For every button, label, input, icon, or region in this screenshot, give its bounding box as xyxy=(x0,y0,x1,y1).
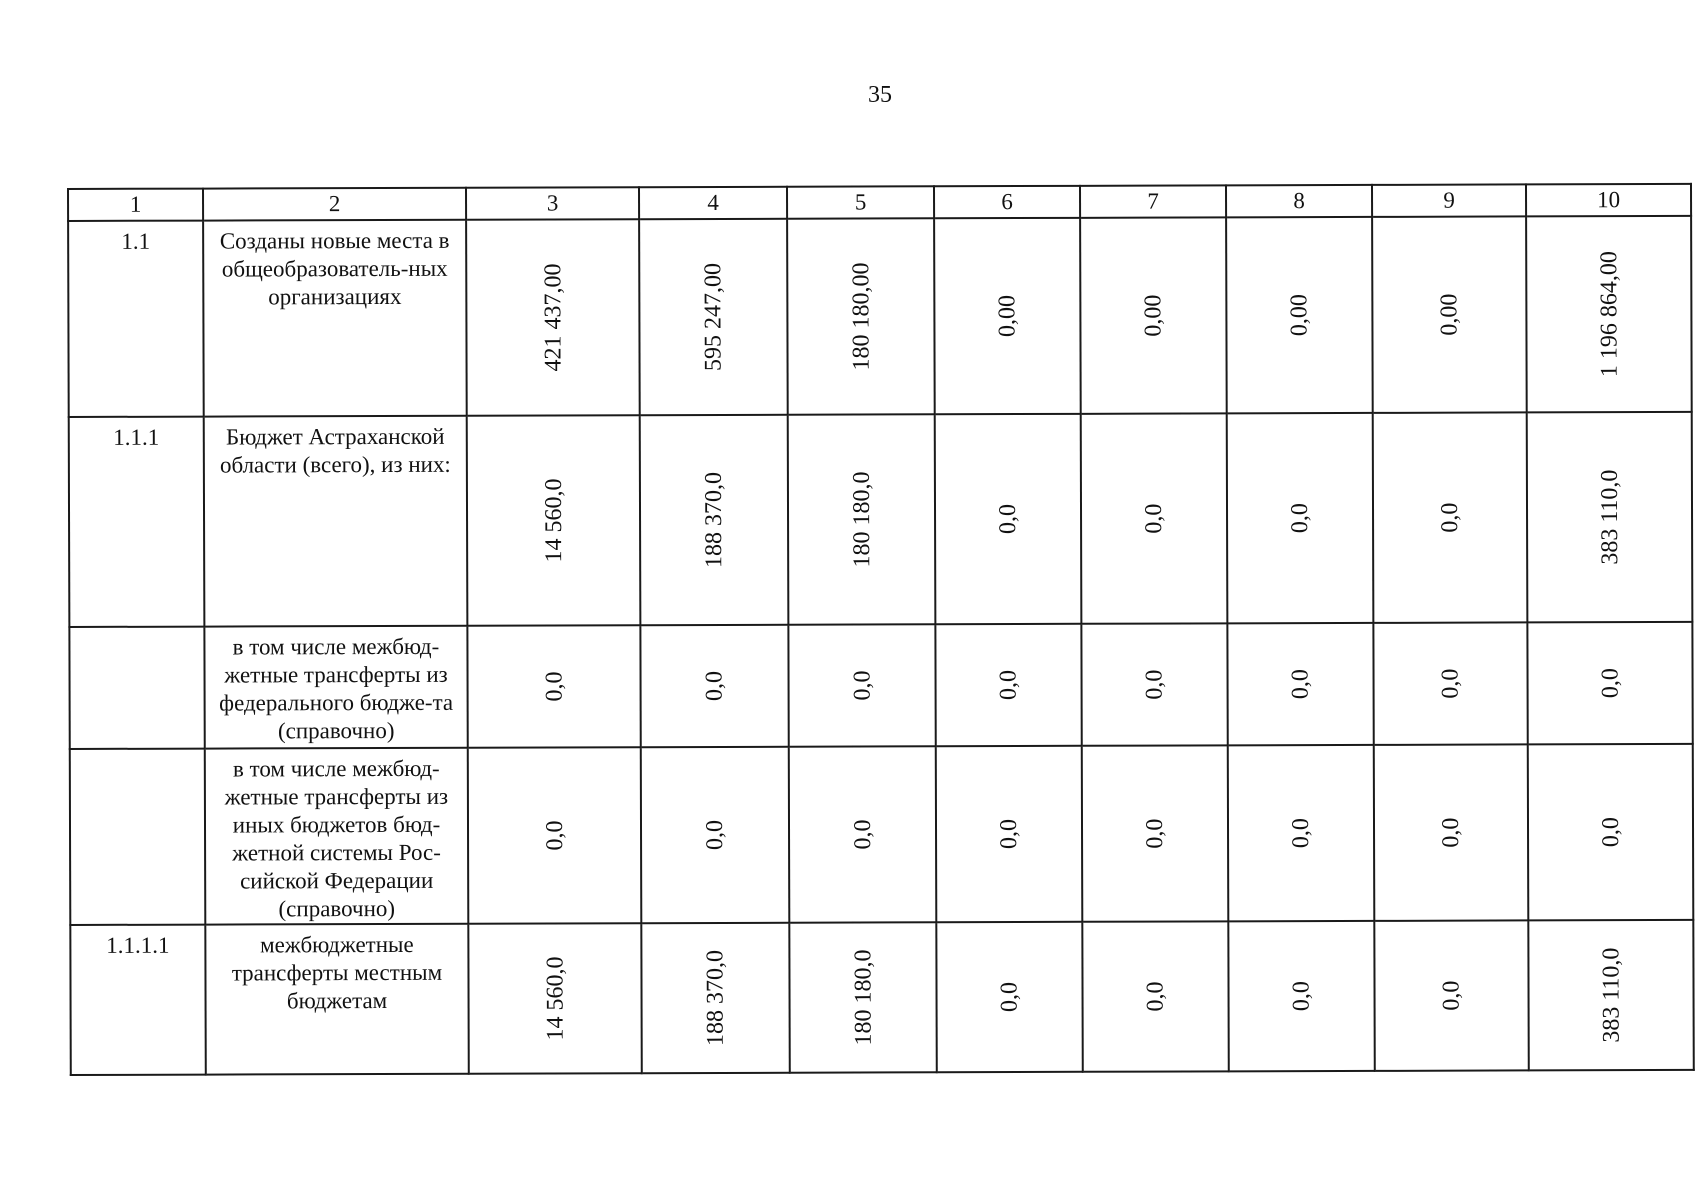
value-text: 0,0 xyxy=(541,671,568,702)
header-cell: 5 xyxy=(787,186,934,218)
header-cell: 7 xyxy=(1080,185,1226,217)
value-text: 0,00 xyxy=(1436,293,1463,336)
header-cell: 4 xyxy=(639,187,787,219)
row-description: в том числе межбюд-жетные трансферты из федерального бюдже-та (справочно) xyxy=(204,626,467,749)
value-cell xyxy=(788,624,935,746)
budget-table xyxy=(67,183,1695,1076)
value-cell xyxy=(1527,622,1692,745)
row-description: в том числе межбюд-жетные трансферты из иных бюджетов бюд-жетной системы Рос-сийской Федерации (справочно) xyxy=(205,748,469,925)
row-code xyxy=(70,749,206,925)
value-cell xyxy=(640,415,789,625)
table-row xyxy=(69,412,1693,627)
value-text: 180 180,0 xyxy=(848,471,875,568)
value-text: 0,0 xyxy=(994,504,1022,535)
value-text: 595 247,00 xyxy=(700,262,727,372)
header-cell: 1 xyxy=(68,189,203,221)
row-code: 1.1.1 xyxy=(69,417,205,627)
value-cell xyxy=(467,415,641,626)
value-text: 0,0 xyxy=(1288,981,1315,1012)
value-text: 0,0 xyxy=(541,820,568,851)
value-cell xyxy=(1373,412,1528,622)
header-cell: 3 xyxy=(466,187,639,220)
value-cell xyxy=(1082,921,1228,1071)
value-cell xyxy=(1082,745,1229,921)
value-text: 180 180,00 xyxy=(847,262,875,371)
value-cell xyxy=(639,219,788,415)
value-cell xyxy=(1528,744,1694,921)
value-cell xyxy=(640,625,788,747)
value-cell xyxy=(468,923,641,1074)
row-description: Созданы новые места в общеобразователь-ных организациях xyxy=(203,220,467,417)
value-text: 383 110,0 xyxy=(1597,947,1625,1043)
value-cell xyxy=(1372,216,1527,412)
value-text: 0,0 xyxy=(996,982,1023,1013)
value-text: 0,0 xyxy=(1286,503,1314,534)
value-text: 0,00 xyxy=(994,295,1021,338)
value-text: 0,0 xyxy=(849,670,876,701)
value-cell xyxy=(1228,921,1374,1071)
row-code: 1.1 xyxy=(68,221,204,417)
value-cell xyxy=(787,218,935,414)
value-text: 0,0 xyxy=(1437,668,1464,699)
value-text: 0,0 xyxy=(1597,817,1624,848)
value-text: 0,00 xyxy=(1286,294,1313,337)
page-number: 35 xyxy=(868,82,892,108)
value-text: 0,0 xyxy=(1436,502,1464,533)
value-cell xyxy=(466,219,640,416)
value-text: 0,0 xyxy=(1597,668,1624,699)
value-text: 0,0 xyxy=(1287,818,1315,849)
row-code xyxy=(69,627,204,749)
value-text: 180 180,0 xyxy=(849,949,877,1046)
value-cell xyxy=(1374,920,1528,1070)
value-text: 0,0 xyxy=(1438,980,1465,1011)
table-row xyxy=(70,920,1693,1075)
header-cell: 6 xyxy=(934,186,1080,218)
value-cell xyxy=(788,414,936,624)
value-text: 0,0 xyxy=(701,819,729,851)
value-cell xyxy=(468,747,642,924)
value-cell xyxy=(1226,217,1373,413)
row-description: межбюджетные трансферты местным бюджетам xyxy=(205,924,468,1075)
value-cell xyxy=(467,625,640,748)
value-cell xyxy=(789,746,937,922)
value-cell xyxy=(1081,623,1227,745)
value-cell xyxy=(1527,412,1693,623)
value-cell xyxy=(936,746,1083,922)
value-cell xyxy=(936,922,1082,1072)
budget-table-wrapper xyxy=(67,183,1693,1076)
header-cell: 2 xyxy=(203,188,466,221)
value-text: 188 370,0 xyxy=(702,949,729,1047)
value-cell xyxy=(1528,920,1693,1071)
value-cell xyxy=(1227,413,1374,623)
header-row xyxy=(68,184,1691,221)
value-text: 14 560,0 xyxy=(540,478,567,563)
value-text: 1 196 864,00 xyxy=(1595,251,1623,378)
value-text: 421 437,00 xyxy=(539,263,567,372)
value-text: 0,0 xyxy=(1141,669,1168,700)
table-row xyxy=(70,744,1694,925)
value-text: 0,0 xyxy=(1140,503,1168,534)
value-cell xyxy=(641,747,790,923)
table-row xyxy=(69,622,1692,749)
value-text: 0,0 xyxy=(1437,817,1465,848)
value-cell xyxy=(1374,744,1529,920)
value-cell xyxy=(1080,217,1227,413)
value-text: 0,00 xyxy=(1140,294,1167,337)
value-text: 0,0 xyxy=(701,670,728,702)
value-text: 0,0 xyxy=(1141,818,1169,849)
value-cell xyxy=(935,414,1082,624)
header-cell: 9 xyxy=(1372,184,1526,216)
value-text: 14 560,0 xyxy=(541,956,569,1041)
value-cell xyxy=(935,624,1081,746)
value-cell xyxy=(1373,622,1527,744)
value-cell xyxy=(1227,623,1373,745)
value-cell xyxy=(1081,413,1228,623)
value-cell xyxy=(789,922,936,1072)
value-text: 0,0 xyxy=(995,670,1022,701)
value-text: 0,0 xyxy=(995,819,1023,850)
value-text: 188 370,0 xyxy=(700,471,728,569)
value-cell xyxy=(934,218,1081,414)
value-text: 383 110,0 xyxy=(1596,469,1623,565)
value-cell xyxy=(1526,216,1692,413)
value-text: 0,0 xyxy=(1142,981,1169,1012)
value-cell xyxy=(641,923,789,1073)
value-text: 0,0 xyxy=(849,819,876,850)
value-text: 0,0 xyxy=(1287,669,1314,700)
header-cell: 8 xyxy=(1226,185,1372,217)
value-cell xyxy=(1228,745,1375,921)
header-cell: 10 xyxy=(1526,184,1691,217)
row-description: Бюджет Астраханской области (всего), из них: xyxy=(204,416,468,627)
row-code: 1.1.1.1 xyxy=(70,925,205,1075)
table-row xyxy=(68,216,1692,417)
